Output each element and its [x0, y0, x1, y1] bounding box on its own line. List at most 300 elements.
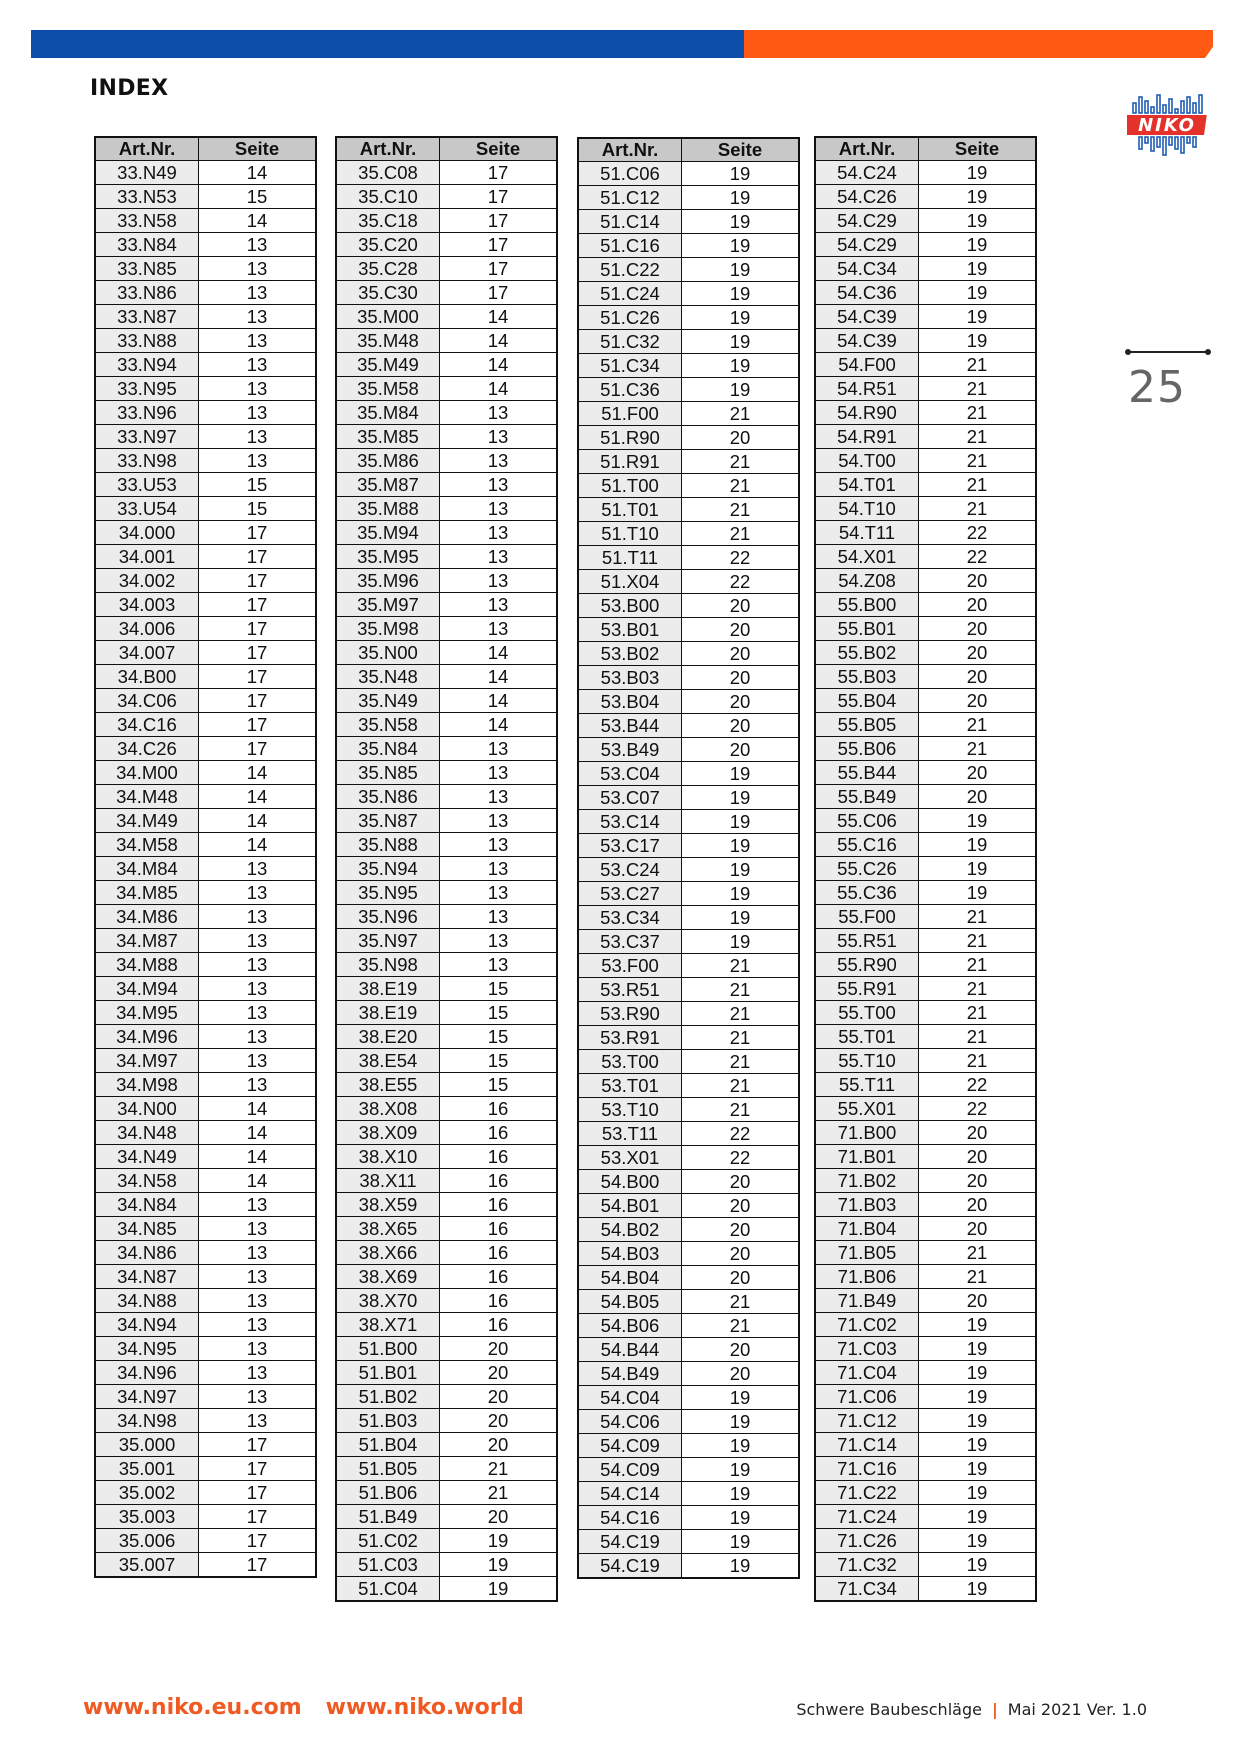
page-reference: 20 — [440, 1505, 558, 1529]
table-row — [95, 689, 316, 713]
table-row — [95, 233, 316, 257]
page-reference: 13 — [199, 1313, 317, 1337]
table-row — [578, 570, 799, 594]
table-row — [95, 1481, 316, 1505]
article-number: 34.N96 — [95, 1361, 199, 1385]
article-number: 53.C04 — [578, 762, 682, 786]
article-number: 51.T01 — [578, 498, 682, 522]
table-row — [95, 1265, 316, 1289]
page-reference: 20 — [682, 1218, 800, 1242]
index-table-1 — [94, 136, 317, 1578]
table-row — [95, 593, 316, 617]
page-reference: 19 — [682, 1458, 800, 1482]
table-row — [578, 1338, 799, 1362]
article-number: 71.C16 — [815, 1457, 919, 1481]
page-reference: 21 — [919, 905, 1037, 929]
footer-link-eu[interactable]: www.niko.eu.com — [83, 1695, 302, 1720]
table-row — [578, 234, 799, 258]
table-row — [95, 1337, 316, 1361]
article-number: 34.003 — [95, 593, 199, 617]
page-reference: 21 — [682, 450, 800, 474]
article-number: 34.N00 — [95, 1097, 199, 1121]
table-row — [578, 1218, 799, 1242]
page-reference: 13 — [440, 881, 558, 905]
article-number: 35.N88 — [336, 833, 440, 857]
table-row — [95, 785, 316, 809]
table-row — [95, 737, 316, 761]
page-reference: 13 — [199, 449, 317, 473]
article-number: 54.B03 — [578, 1242, 682, 1266]
article-number: 54.T00 — [815, 449, 919, 473]
article-number: 35.C28 — [336, 257, 440, 281]
page-reference: 21 — [919, 1241, 1037, 1265]
table-row — [336, 1289, 557, 1313]
article-number: 34.N48 — [95, 1121, 199, 1145]
table-row — [578, 786, 799, 810]
table-row — [815, 1577, 1036, 1602]
page-reference: 13 — [199, 401, 317, 425]
table-row — [578, 210, 799, 234]
article-number: 71.B01 — [815, 1145, 919, 1169]
article-number: 33.N84 — [95, 233, 199, 257]
page-reference: 16 — [440, 1313, 558, 1337]
article-number: 51.X04 — [578, 570, 682, 594]
page-reference: 13 — [440, 785, 558, 809]
table-row — [95, 497, 316, 521]
article-number: 54.F00 — [815, 353, 919, 377]
article-number: 54.C09 — [578, 1434, 682, 1458]
table-row — [815, 1217, 1036, 1241]
article-number: 54.C19 — [578, 1530, 682, 1554]
page-reference: 21 — [682, 1050, 800, 1074]
page-reference: 14 — [199, 761, 317, 785]
article-number: 38.E54 — [336, 1049, 440, 1073]
table-row — [815, 185, 1036, 209]
page-reference: 17 — [199, 545, 317, 569]
table-row — [336, 497, 557, 521]
page-reference: 20 — [682, 738, 800, 762]
article-number: 34.002 — [95, 569, 199, 593]
page-reference: 13 — [199, 1409, 317, 1433]
article-number: 55.T01 — [815, 1025, 919, 1049]
article-number: 51.B05 — [336, 1457, 440, 1481]
table-row — [815, 785, 1036, 809]
table-row — [95, 857, 316, 881]
table-row — [95, 329, 316, 353]
footer-link-world[interactable]: www.niko.world — [325, 1695, 524, 1720]
page-reference: 14 — [440, 713, 558, 737]
page-reference: 22 — [919, 545, 1037, 569]
article-number: 51.R91 — [578, 450, 682, 474]
article-number: 51.B01 — [336, 1361, 440, 1385]
table-row — [336, 545, 557, 569]
page-reference: 17 — [199, 1529, 317, 1553]
table-row — [95, 305, 316, 329]
table-row — [95, 1433, 316, 1457]
page-reference: 19 — [682, 378, 800, 402]
article-number: 71.B04 — [815, 1217, 919, 1241]
table-row — [336, 425, 557, 449]
table-row — [336, 1097, 557, 1121]
article-number: 51.B06 — [336, 1481, 440, 1505]
page-reference: 19 — [919, 1313, 1037, 1337]
article-number: 54.B49 — [578, 1362, 682, 1386]
page-reference: 13 — [199, 1289, 317, 1313]
article-number: 55.C36 — [815, 881, 919, 905]
page-reference: 20 — [919, 689, 1037, 713]
page-reference: 21 — [682, 474, 800, 498]
article-number: 38.X65 — [336, 1217, 440, 1241]
page-reference: 13 — [440, 569, 558, 593]
table-row — [578, 642, 799, 666]
page-reference: 17 — [440, 161, 558, 185]
page-reference: 13 — [199, 377, 317, 401]
page-reference: 15 — [440, 977, 558, 1001]
page-reference: 21 — [682, 1026, 800, 1050]
page-reference: 19 — [919, 833, 1037, 857]
table-row — [336, 569, 557, 593]
page-reference: 14 — [199, 1169, 317, 1193]
table-row — [336, 593, 557, 617]
page-reference: 22 — [682, 570, 800, 594]
article-number: 38.X08 — [336, 1097, 440, 1121]
table-row — [815, 1265, 1036, 1289]
article-number: 54.R51 — [815, 377, 919, 401]
page-reference: 20 — [919, 1193, 1037, 1217]
table-row — [95, 1505, 316, 1529]
table-row — [815, 689, 1036, 713]
table-row — [336, 1025, 557, 1049]
page-reference: 19 — [919, 1577, 1037, 1602]
article-number: 38.E55 — [336, 1073, 440, 1097]
article-number: 54.C09 — [578, 1458, 682, 1482]
article-number: 34.M84 — [95, 857, 199, 881]
footer-links — [83, 1695, 524, 1720]
article-number: 54.C29 — [815, 209, 919, 233]
table-row — [815, 953, 1036, 977]
table-row — [815, 665, 1036, 689]
page-reference: 19 — [682, 258, 800, 282]
article-number: 53.F00 — [578, 954, 682, 978]
article-number: 54.B04 — [578, 1266, 682, 1290]
article-number: 34.001 — [95, 545, 199, 569]
article-number: 51.C02 — [336, 1529, 440, 1553]
table-row — [815, 257, 1036, 281]
page-reference: 17 — [199, 689, 317, 713]
table-row — [815, 641, 1036, 665]
article-number: 54.C04 — [578, 1386, 682, 1410]
table-row — [336, 1169, 557, 1193]
article-number: 51.B49 — [336, 1505, 440, 1529]
table-row — [815, 1457, 1036, 1481]
table-row — [815, 209, 1036, 233]
article-number: 35.C08 — [336, 161, 440, 185]
table-row — [578, 474, 799, 498]
header-seite: Seite — [199, 137, 317, 161]
page-reference: 15 — [440, 1073, 558, 1097]
page-reference: 19 — [682, 762, 800, 786]
page-reference: 13 — [440, 497, 558, 521]
page-reference: 19 — [682, 810, 800, 834]
article-number: 34.M00 — [95, 761, 199, 785]
page-reference: 13 — [199, 1385, 317, 1409]
article-number: 53.C24 — [578, 858, 682, 882]
article-number: 34.N49 — [95, 1145, 199, 1169]
page-reference: 19 — [682, 882, 800, 906]
header-art-nr: Art.Nr. — [95, 137, 199, 161]
table-row — [578, 1410, 799, 1434]
article-number: 51.C06 — [578, 162, 682, 186]
article-number: 55.X01 — [815, 1097, 919, 1121]
article-number: 34.M85 — [95, 881, 199, 905]
table-row — [815, 1505, 1036, 1529]
page-reference: 13 — [199, 305, 317, 329]
article-number: 55.T10 — [815, 1049, 919, 1073]
page-reference: 17 — [199, 641, 317, 665]
article-number: 51.C16 — [578, 234, 682, 258]
header-seite: Seite — [682, 138, 800, 162]
page-reference: 20 — [682, 1266, 800, 1290]
article-number: 35.N58 — [336, 713, 440, 737]
article-number: 34.B00 — [95, 665, 199, 689]
table-row — [578, 1146, 799, 1170]
table-row — [578, 930, 799, 954]
page-reference: 20 — [919, 1169, 1037, 1193]
article-number: 55.R91 — [815, 977, 919, 1001]
page-reference: 19 — [919, 185, 1037, 209]
article-number: 51.C22 — [578, 258, 682, 282]
table-row — [336, 641, 557, 665]
table-row — [815, 401, 1036, 425]
table-row — [336, 881, 557, 905]
page-reference: 19 — [682, 834, 800, 858]
table-row — [815, 713, 1036, 737]
page-reference: 15 — [440, 1025, 558, 1049]
article-number: 35.N86 — [336, 785, 440, 809]
page-reference: 20 — [919, 1145, 1037, 1169]
page-reference: 13 — [199, 1217, 317, 1241]
article-number: 71.C03 — [815, 1337, 919, 1361]
page-reference: 20 — [682, 714, 800, 738]
page-reference: 13 — [440, 449, 558, 473]
article-number: 54.C06 — [578, 1410, 682, 1434]
footer-info — [796, 1700, 1147, 1719]
article-number: 34.M58 — [95, 833, 199, 857]
page-reference: 19 — [682, 1386, 800, 1410]
table-row — [815, 377, 1036, 401]
article-number: 54.C29 — [815, 233, 919, 257]
page-reference: 13 — [440, 593, 558, 617]
article-number: 33.N87 — [95, 305, 199, 329]
page-reference: 13 — [440, 737, 558, 761]
page-reference: 19 — [682, 1506, 800, 1530]
table-row — [815, 1025, 1036, 1049]
article-number: 34.M88 — [95, 953, 199, 977]
table-row — [578, 666, 799, 690]
page-reference: 21 — [440, 1457, 558, 1481]
page-reference: 13 — [440, 521, 558, 545]
table-row — [336, 1553, 557, 1577]
table-row — [815, 353, 1036, 377]
article-number: 71.B02 — [815, 1169, 919, 1193]
article-number: 38.X09 — [336, 1121, 440, 1145]
page-reference: 19 — [682, 1530, 800, 1554]
table-row — [815, 833, 1036, 857]
page-reference: 21 — [919, 353, 1037, 377]
article-number: 35.M86 — [336, 449, 440, 473]
table-header-row — [336, 137, 557, 161]
top-color-bar — [31, 30, 1213, 58]
article-number: 51.C03 — [336, 1553, 440, 1577]
article-number: 35.M00 — [336, 305, 440, 329]
table-row — [815, 761, 1036, 785]
page-reference: 22 — [682, 1146, 800, 1170]
page-reference: 14 — [440, 689, 558, 713]
article-number: 53.R90 — [578, 1002, 682, 1026]
article-number: 34.N94 — [95, 1313, 199, 1337]
page-reference: 21 — [682, 1002, 800, 1026]
article-number: 35.M84 — [336, 401, 440, 425]
article-number: 71.C24 — [815, 1505, 919, 1529]
page-reference: 17 — [199, 665, 317, 689]
table-row — [578, 594, 799, 618]
table-row — [336, 1049, 557, 1073]
article-number: 71.C32 — [815, 1553, 919, 1577]
page-reference: 19 — [682, 234, 800, 258]
table-row — [578, 1194, 799, 1218]
page-reference: 20 — [682, 690, 800, 714]
table-row — [336, 305, 557, 329]
table-row — [336, 353, 557, 377]
table-row — [578, 1122, 799, 1146]
table-row — [336, 209, 557, 233]
page-reference: 13 — [199, 1241, 317, 1265]
page-reference: 17 — [199, 737, 317, 761]
table-row — [578, 354, 799, 378]
page-reference: 19 — [440, 1553, 558, 1577]
table-row — [336, 809, 557, 833]
article-number: 33.N53 — [95, 185, 199, 209]
article-number: 51.B00 — [336, 1337, 440, 1361]
page-reference: 19 — [682, 210, 800, 234]
article-number: 71.B00 — [815, 1121, 919, 1145]
article-number: 71.C12 — [815, 1409, 919, 1433]
page-reference: 22 — [682, 546, 800, 570]
article-number: 53.B03 — [578, 666, 682, 690]
page-reference: 21 — [919, 1265, 1037, 1289]
article-number: 34.N84 — [95, 1193, 199, 1217]
article-number: 53.B44 — [578, 714, 682, 738]
page-reference: 19 — [682, 1554, 800, 1579]
article-number: 35.M87 — [336, 473, 440, 497]
article-number: 71.C02 — [815, 1313, 919, 1337]
page-reference: 14 — [440, 305, 558, 329]
article-number: 38.X70 — [336, 1289, 440, 1313]
page-reference: 19 — [919, 305, 1037, 329]
footer-separator: | — [991, 1700, 998, 1719]
page-reference: 20 — [682, 426, 800, 450]
table-row — [815, 1553, 1036, 1577]
table-row — [95, 833, 316, 857]
page-reference: 20 — [682, 1338, 800, 1362]
table-row — [336, 737, 557, 761]
page-reference: 13 — [440, 833, 558, 857]
page-reference: 19 — [919, 1361, 1037, 1385]
table-row — [815, 305, 1036, 329]
table-row — [578, 690, 799, 714]
table-row — [95, 257, 316, 281]
page-reference: 19 — [919, 1505, 1037, 1529]
article-number: 33.N96 — [95, 401, 199, 425]
article-number: 33.N97 — [95, 425, 199, 449]
page-reference: 19 — [919, 1433, 1037, 1457]
article-number: 35.003 — [95, 1505, 199, 1529]
article-number: 51.B03 — [336, 1409, 440, 1433]
page-reference: 14 — [440, 641, 558, 665]
table-row — [815, 1097, 1036, 1121]
niko-logo — [1127, 85, 1209, 171]
page-reference: 14 — [199, 833, 317, 857]
article-number: 35.000 — [95, 1433, 199, 1457]
table-row — [815, 1385, 1036, 1409]
article-number: 34.007 — [95, 641, 199, 665]
table-row — [95, 473, 316, 497]
article-number: 38.X71 — [336, 1313, 440, 1337]
table-row — [815, 737, 1036, 761]
article-number: 53.C37 — [578, 930, 682, 954]
table-row — [578, 618, 799, 642]
page-reference: 21 — [440, 1481, 558, 1505]
table-row — [578, 1266, 799, 1290]
page-reference: 17 — [199, 713, 317, 737]
table-row — [578, 1506, 799, 1530]
page-reference: 19 — [682, 330, 800, 354]
table-row — [336, 1433, 557, 1457]
table-row — [336, 617, 557, 641]
article-number: 55.C06 — [815, 809, 919, 833]
footer-catalog: Schwere Baubeschläge — [796, 1700, 982, 1719]
table-row — [336, 665, 557, 689]
article-number: 54.C14 — [578, 1482, 682, 1506]
page-reference: 20 — [440, 1409, 558, 1433]
article-number: 35.M49 — [336, 353, 440, 377]
article-number: 53.B00 — [578, 594, 682, 618]
table-row — [95, 1025, 316, 1049]
table-row — [95, 1529, 316, 1553]
page-reference: 19 — [919, 1529, 1037, 1553]
table-row — [95, 881, 316, 905]
table-row — [578, 1458, 799, 1482]
header-art-nr: Art.Nr. — [815, 137, 919, 161]
table-row — [336, 1505, 557, 1529]
article-number: 33.N98 — [95, 449, 199, 473]
article-number: 71.B49 — [815, 1289, 919, 1313]
page-reference: 16 — [440, 1289, 558, 1313]
page-reference: 22 — [919, 1073, 1037, 1097]
article-number: 53.R51 — [578, 978, 682, 1002]
table-row — [815, 1529, 1036, 1553]
table-row — [815, 1169, 1036, 1193]
table-row — [95, 953, 316, 977]
article-number: 38.E19 — [336, 977, 440, 1001]
article-number: 35.M98 — [336, 617, 440, 641]
page-reference: 19 — [682, 354, 800, 378]
table-row — [95, 1169, 316, 1193]
page-reference: 21 — [919, 1049, 1037, 1073]
table-row — [95, 1385, 316, 1409]
page-reference: 13 — [440, 905, 558, 929]
article-number: 53.C17 — [578, 834, 682, 858]
